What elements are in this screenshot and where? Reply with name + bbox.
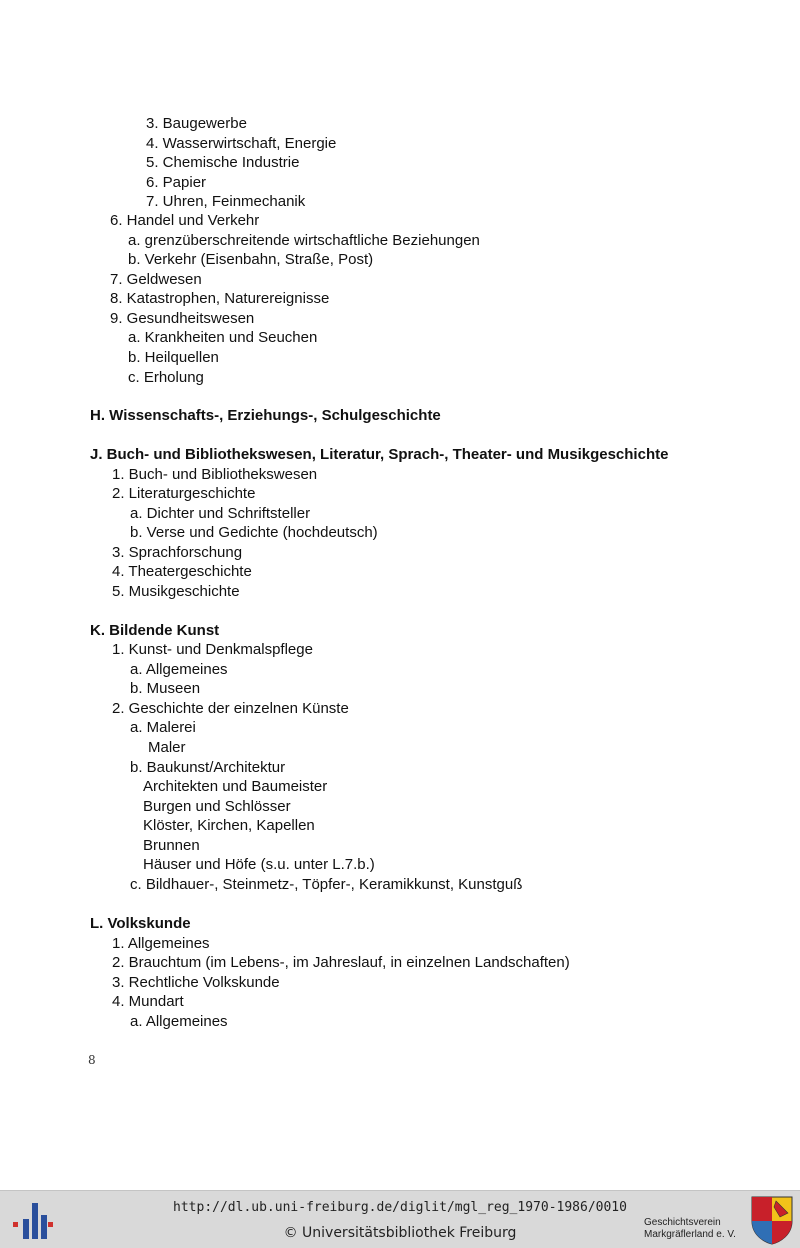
outline-item: b. Baukunst/Architektur — [130, 759, 286, 776]
outline-item: 7. Geldwesen — [110, 271, 202, 288]
outline-item: Maler — [148, 739, 186, 756]
outline-item: b. Museen — [130, 680, 201, 697]
outline-item: Burgen und Schlösser — [143, 798, 291, 815]
outline-item: 1. Kunst- und Denkmalspflege — [112, 641, 313, 658]
footer-copyright: © Universitätsbibliothek Freiburg — [283, 1225, 517, 1241]
outline-item: Klöster, Kirchen, Kapellen — [143, 817, 315, 834]
outline-item: b. Heilquellen — [128, 349, 219, 366]
society-name — [644, 1217, 736, 1241]
outline-item: Brunnen — [143, 837, 200, 854]
outline-item: 5. Musikgeschichte — [112, 583, 240, 600]
section-heading: L. Volkskunde — [90, 915, 191, 932]
outline-item: a. Malerei — [130, 719, 196, 736]
outline-item: c. Erholung — [128, 369, 204, 386]
coat-of-arms-icon — [750, 1195, 794, 1245]
section-heading: K. Bildende Kunst — [90, 622, 220, 639]
outline-item: 6. Handel und Verkehr — [110, 212, 260, 229]
outline-item: 1. Allgemeines — [112, 935, 210, 952]
section-heading: J. Buch- und Bibliothekswesen, Literatur, Sprach-, Theater- und Musikgeschichte — [90, 446, 669, 463]
outline-item: a. Allgemeines — [130, 1013, 228, 1030]
outline-item: 4. Mundart — [112, 993, 184, 1010]
outline-item: b. Verse und Gedichte (hochdeutsch) — [130, 524, 378, 541]
footer-bar — [0, 1190, 800, 1248]
outline-item: 4. Theatergeschichte — [112, 563, 252, 580]
outline-item: 3. Rechtliche Volkskunde — [112, 974, 280, 991]
section-heading: H. Wissenschafts-, Erziehungs-, Schulgeschichte — [90, 407, 441, 424]
outline-item: 2. Literaturgeschichte — [112, 485, 256, 502]
society-name-line2: Markgräflerland e. V. — [644, 1229, 736, 1240]
outline-item: Häuser und Höfe (s.u. unter L.7.b.) — [143, 856, 375, 873]
society-name-line1: Geschichtsverein — [644, 1217, 721, 1228]
outline-item: Architekten und Baumeister — [143, 778, 328, 795]
outline-item: a. Krankheiten und Seuchen — [128, 329, 318, 346]
outline-item: a. grenzüberschreitende wirtschaftliche Beziehungen — [128, 232, 480, 249]
outline-item: 3. Baugewerbe — [146, 115, 247, 132]
outline-item: 2. Geschichte der einzelnen Künste — [112, 700, 349, 717]
outline-item: a. Allgemeines — [130, 661, 228, 678]
outline-item: 5. Chemische Industrie — [146, 154, 300, 171]
outline-item: 9. Gesundheitswesen — [110, 310, 255, 327]
outline-item: 6. Papier — [146, 174, 207, 191]
footer-url-link[interactable]: http://dl.ub.uni-freiburg.de/diglit/mgl_reg_1970-1986/0010 — [173, 1200, 627, 1215]
outline-item: a. Dichter und Schriftsteller — [130, 505, 311, 522]
outline-item: 2. Brauchtum (im Lebens-, im Jahreslauf, in einzelnen Landschaften) — [112, 954, 570, 971]
outline-item: 1. Buch- und Bibliothekswesen — [112, 466, 318, 483]
page-number: 8 — [88, 1053, 96, 1067]
outline-item: 4. Wasserwirtschaft, Energie — [146, 135, 337, 152]
outline-item: 3. Sprachforschung — [112, 544, 243, 561]
outline-item: 8. Katastrophen, Naturereignisse — [110, 290, 330, 307]
outline-item: b. Verkehr (Eisenbahn, Straße, Post) — [128, 251, 374, 268]
outline-item: c. Bildhauer-, Steinmetz-, Töpfer-, Keramikkunst, Kunstguß — [130, 876, 523, 893]
outline-item: 7. Uhren, Feinmechanik — [146, 193, 306, 210]
